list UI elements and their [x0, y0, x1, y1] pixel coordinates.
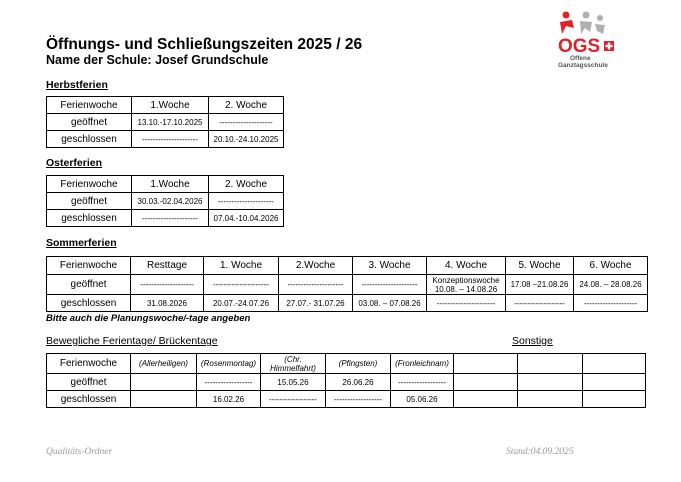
table-cell: ---------------------	[353, 275, 427, 295]
table-cell: 05.06.26	[391, 391, 454, 408]
col-header: 5. Woche	[506, 257, 574, 275]
table-row	[47, 131, 284, 148]
table-row	[47, 257, 648, 275]
planning-note: Bitte auch die Planungswoche/-tage angeben	[46, 313, 251, 324]
row-label: geöffnet	[47, 114, 132, 131]
row-label: geschlossen	[47, 391, 131, 408]
herbst-table	[46, 96, 284, 148]
table-cell: ------------------	[197, 374, 261, 391]
row-label: geschlossen	[47, 210, 132, 227]
table-cell	[427, 275, 506, 295]
table-cell: ------------------	[391, 374, 454, 391]
col-header: (Fronleichnam)	[391, 354, 454, 374]
table-cell: 20.07.-24.07.26	[204, 295, 279, 312]
table-cell: 24.08. – 28.08.26	[574, 275, 648, 295]
table-row	[47, 210, 284, 227]
table-cell: ------------------	[326, 391, 391, 408]
table-row	[47, 354, 646, 374]
table-cell: 13.10.-17.10.2025	[132, 114, 209, 131]
col-header: 6. Woche	[574, 257, 648, 275]
table-cell: 03.08. – 07.08.26	[353, 295, 427, 312]
beweglich-table	[46, 353, 646, 408]
table-cell: 16.02.26	[197, 391, 261, 408]
table-cell: 17.08 –21.08.26	[506, 275, 574, 295]
table-cell: 15.05.26	[261, 374, 326, 391]
row-label: geschlossen	[47, 131, 132, 148]
oster-table	[46, 175, 284, 227]
col-header: 1.Woche	[132, 97, 209, 114]
col-header: 1.Woche	[132, 176, 209, 193]
col-header: (Pfingsten)	[326, 354, 391, 374]
sommer-heading: Sommerferien	[46, 237, 117, 249]
col-header: (Rosenmontag)	[197, 354, 261, 374]
footer-left: Qualitäts-Ordner	[46, 447, 113, 457]
col-header	[454, 354, 518, 374]
table-row	[47, 114, 284, 131]
table-row	[47, 374, 646, 391]
table-cell: 26.06.26	[326, 374, 391, 391]
col-header: 4. Woche	[427, 257, 506, 275]
svg-text:OGS: OGS	[558, 36, 601, 57]
col-header: 2. Woche	[209, 97, 284, 114]
table-cell: -------------------	[506, 295, 574, 312]
table-row	[47, 97, 284, 114]
table-cell	[131, 374, 197, 391]
table-cell: ---------------------	[204, 275, 279, 295]
table-cell: 20.10.-24.10.2025	[209, 131, 284, 148]
row-label: geöffnet	[47, 275, 131, 295]
chr-label: (Chr.	[284, 354, 302, 364]
col-header: 3. Woche	[353, 257, 427, 275]
beweglich-heading: Bewegliche Ferientage/ Brückentage	[46, 335, 218, 347]
table-cell: ---------------------	[132, 210, 209, 227]
col-header: 2. Woche	[209, 176, 284, 193]
table-cell	[583, 391, 646, 408]
table-cell	[518, 391, 583, 408]
table-row	[47, 193, 284, 210]
table-row	[47, 295, 648, 312]
svg-text:Ganztagsschule: Ganztagsschule	[558, 62, 608, 69]
table-cell	[454, 374, 518, 391]
col-header: Ferienwoche	[47, 354, 131, 374]
table-cell: 27.07.- 31.07.26	[279, 295, 353, 312]
table-cell: 07.04.-10.04.2026	[209, 210, 284, 227]
herbst-heading: Herbstferien	[46, 79, 108, 91]
table-cell: --------------------	[209, 114, 284, 131]
table-cell	[583, 374, 646, 391]
table-row	[47, 176, 284, 193]
table-cell: ---------------------	[132, 131, 209, 148]
table-cell	[518, 374, 583, 391]
table-cell: ---------------------	[209, 193, 284, 210]
footer-right: Stand:04.09.2025	[506, 447, 574, 457]
table-cell: ------------------	[261, 391, 326, 408]
himmelfahrt-label: Himmelfahrt)	[270, 363, 316, 373]
col-header	[518, 354, 583, 374]
table-cell: --------------------	[574, 295, 648, 312]
col-header	[583, 354, 646, 374]
row-label: geöffnet	[47, 193, 132, 210]
oster-heading: Osterferien	[46, 157, 103, 169]
table-cell: --------------------	[131, 275, 204, 295]
sonstige-heading: Sonstige	[512, 335, 553, 347]
col-header: (Allerheiligen)	[131, 354, 197, 374]
col-header: 1. Woche	[204, 257, 279, 275]
row-label: geöffnet	[47, 374, 131, 391]
col-header: Ferienwoche	[47, 257, 131, 275]
table-cell: 31.08.2026	[131, 295, 204, 312]
col-header: Resttage	[131, 257, 204, 275]
school-name: Name der Schule: Josef Grundschule	[46, 53, 269, 67]
ogs-logo	[552, 10, 618, 70]
table-cell: ----------------------	[427, 295, 506, 312]
sommer-table	[46, 256, 648, 312]
col-header: Ferienwoche	[47, 176, 132, 193]
row-label: geschlossen	[47, 295, 131, 312]
table-cell: ---------------------	[279, 275, 353, 295]
table-cell	[454, 391, 518, 408]
table-cell	[131, 391, 197, 408]
ogs-logo-icon	[552, 10, 618, 70]
table-row	[47, 275, 648, 295]
table-row	[47, 391, 646, 408]
page-title: Öffnungs- und Schließungszeiten 2025 / 26	[46, 36, 363, 53]
col-header: Ferienwoche	[47, 97, 132, 114]
col-header: 2.Woche	[279, 257, 353, 275]
svg-text:Offene: Offene	[570, 55, 591, 62]
table-cell: 30.03.-02.04.2026	[132, 193, 209, 210]
konzeptionswoche-label: Konzeptionswoche	[432, 275, 500, 285]
konzeptionswoche-dates: 10.08. – 14.08.26	[434, 284, 498, 294]
col-header	[261, 354, 326, 374]
